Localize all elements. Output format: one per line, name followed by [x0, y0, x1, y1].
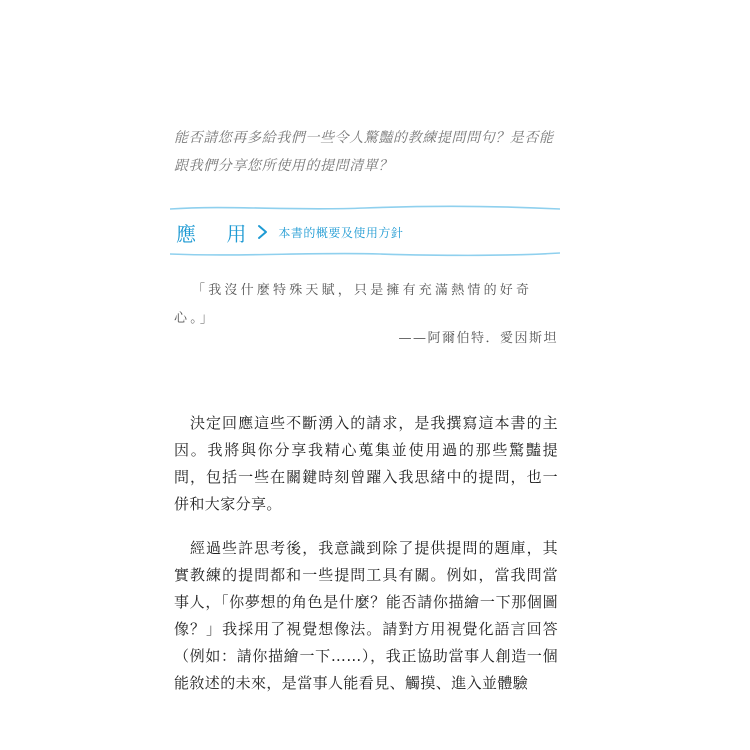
body-paragraph-1: 決定回應這些不斷湧入的請求，是我撰寫這本書的主因。我將與你分享我精心蒐集並使用過的那些驚豔提問，包括一些在關鍵時刻曾躍入我思緒中的提問，也一併和大家分享。	[174, 414, 558, 513]
chevron-right-icon	[254, 223, 272, 241]
body-paragraph-2: 經過些許思考後，我意識到除了提供提問的題庫，其實教練的提問都和一些提問工具有關。例如，當我問當事人，「你夢想的角色是什麼？能否請你描繪一下那個圖像？」我採用了視覺想像法。請對方用視覺化語言回答（例如：請你描繪一下……），我正協助當事人創造一個能敘述的未來，是當事人能看見、觸摸、進入並體驗	[174, 539, 558, 692]
section-header	[176, 217, 403, 247]
section-divider-top	[170, 203, 560, 213]
section-subtitle: 本書的概要及使用方針	[278, 225, 404, 240]
section-divider-bottom	[170, 249, 560, 259]
quote-author: ——阿爾伯特．愛因斯坦	[398, 331, 558, 346]
quote-text: 「我沒什麼特殊天賦，只是擁有充滿熱情的好奇心。」	[174, 283, 533, 326]
section-title: 應 用	[176, 221, 259, 246]
intro-question: 能否請您再多給我們一些令人驚豔的教練提問問句？是否能跟我們分享您所使用的提問清單？	[174, 130, 554, 174]
